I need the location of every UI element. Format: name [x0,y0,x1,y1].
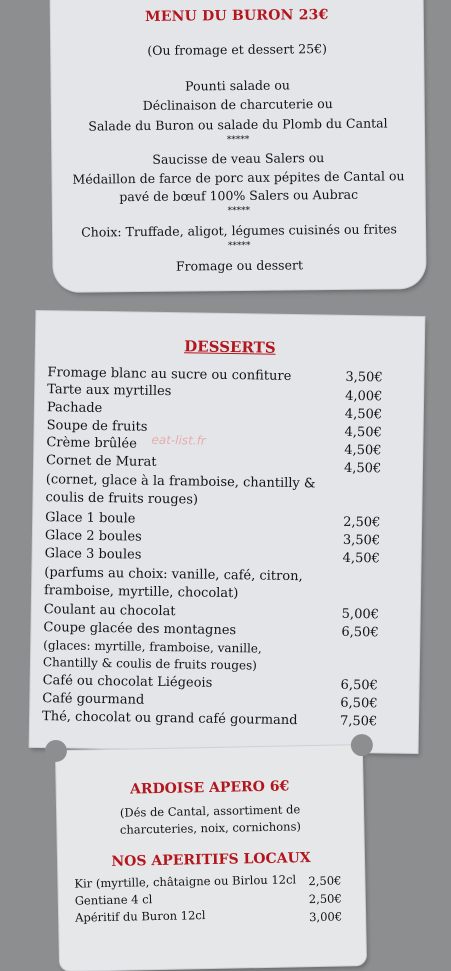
dessert-price: 4,50€ [343,460,382,477]
dessert-price: 4,50€ [344,424,382,441]
menu-subtitle: (Ou fromage et dessert 25€) [147,41,328,58]
menu-line: Déclinaison de charcuterie ou [142,96,333,113]
dessert-price: 7,50€ [339,713,378,730]
dessert-item: Cornet de Murat [45,453,157,470]
dessert-item-note: coulis de fruits rouges) [45,490,199,508]
dessert-price: 4,50€ [344,406,383,423]
dessert-item: Glace 3 boules [44,546,142,563]
dessert-item: Fromage blanc au sucre ou confiture [47,365,292,384]
dessert-item-note: (parfums au choix: vanille, café, citron, [44,565,303,585]
dessert-item-note: Chantilly & coulis de fruits rouges) [42,655,258,673]
dessert-item-note: framboise, myrtille, chocolat) [43,583,239,602]
menu-separator: ***** [227,205,251,217]
menu-line: Pounti salade ou [185,77,291,94]
aperitif-price: 3,00€ [309,909,343,925]
dessert-item-note: (glaces: myrtille, framboise, vanille, [43,638,262,656]
desserts-card [30,311,425,753]
aperitif-price: 2,50€ [308,873,342,889]
dessert-item: Coupe glacée des montagnes [43,620,237,639]
ardoise-apero-card [56,745,366,971]
menu-line: Médaillon de farce de porc aux pépites de Cantal ou [72,168,405,187]
dessert-item-note: (cornet, glace à la framboise, chantilly & [45,472,316,492]
dessert-price: 6,50€ [341,624,379,641]
aperitif-price: 2,50€ [308,891,342,907]
dessert-item: Glace 2 boules [44,528,142,545]
menu-separator: ***** [226,134,250,146]
aperitif-item: Apéritif du Buron 12cl [74,908,206,925]
dessert-item: Tarte aux myrtilles [47,382,172,400]
apero-description: (Dés de Cantal, assortiment de [119,802,301,820]
apero-description: charcuteries, noix, cornichons) [119,819,302,837]
menu-du-buron-card [50,0,425,292]
dessert-price: 3,50€ [345,369,383,386]
aperitif-item: Gentiane 4 cl [74,892,153,908]
dessert-price: 2,50€ [343,514,381,531]
dessert-item: Glace 1 boule [45,510,136,527]
menu-line: Saucisse de veau Salers ou [152,150,325,167]
dessert-price: 3,50€ [342,532,381,549]
dessert-price: 4,50€ [342,550,380,567]
menu-line: Fromage ou dessert [175,257,304,274]
aperitif-item: Kir (myrtille, châtaigne ou Birlou 12cl [74,872,297,891]
dessert-price: 4,00€ [345,388,383,405]
menu-title: MENU DU BURON 23€ [144,7,329,25]
dessert-item: Soupe de fruits [46,418,148,435]
dessert-price: 4,50€ [344,442,382,459]
dessert-item: Coulant au chocolat [43,602,176,620]
menu-line: Choix: Truffade, aligot, légumes cuisinés ou frites [81,221,397,240]
dessert-price: 6,50€ [340,677,378,694]
dessert-price: 5,00€ [341,606,380,623]
dessert-item: Café gourmand [42,691,145,708]
dessert-price: 6,50€ [340,695,378,712]
dessert-item: Café ou chocolat Liégeois [42,673,213,691]
menu-line: pavé de bœuf 100% Salers ou Aubrac [119,186,359,205]
dessert-item: Pachade [46,400,103,417]
menu-line: Salade du Buron ou salade du Plomb du Cantal [88,115,388,134]
apero-title: ARDOISE APERO 6€ [129,778,290,798]
locals-title: NOS APERITIFS LOCAUX [111,850,311,870]
watermark: eat-list.fr [151,432,206,448]
menu-separator: ***** [227,240,251,252]
desserts-title: DESSERTS [184,337,276,357]
dessert-item: Crème brûlée [46,435,137,452]
dessert-item: Thé, chocolat ou grand café gourmand [41,709,298,729]
